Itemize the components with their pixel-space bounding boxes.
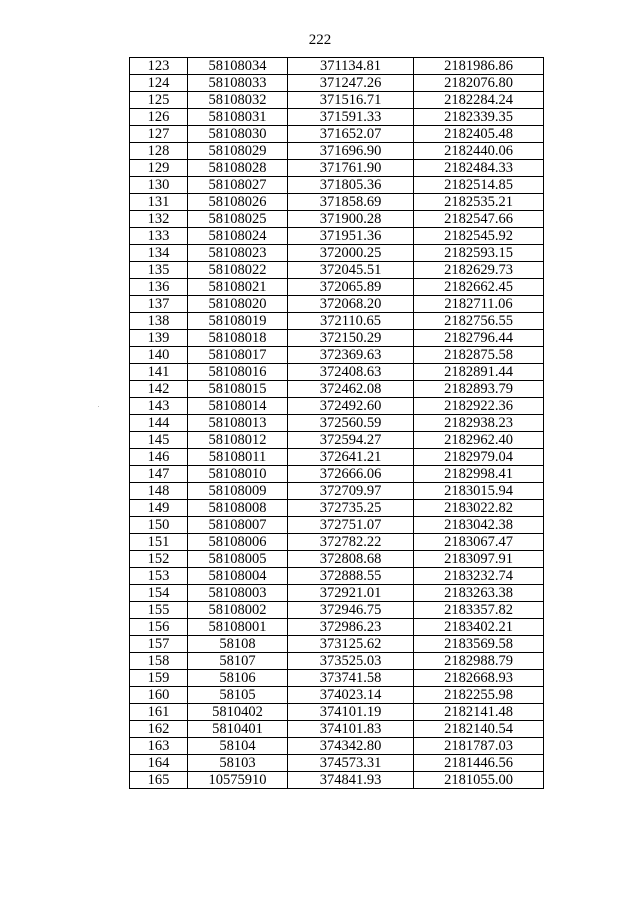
table-row bbox=[130, 330, 544, 347]
point-index-cell: 148 bbox=[130, 483, 188, 500]
y-coordinate-cell: 2182893.79 bbox=[414, 381, 544, 398]
table-row bbox=[130, 415, 544, 432]
point-id-cell: 58108032 bbox=[188, 92, 288, 109]
point-id-cell: 58108007 bbox=[188, 517, 288, 534]
table-row bbox=[130, 534, 544, 551]
point-id-cell: 58108019 bbox=[188, 313, 288, 330]
point-index-cell: 161 bbox=[130, 704, 188, 721]
coordinate-table-body bbox=[130, 58, 544, 789]
x-coordinate-cell: 373125.62 bbox=[288, 636, 414, 653]
x-coordinate-cell: 371134.81 bbox=[288, 58, 414, 75]
x-coordinate-cell: 373741.58 bbox=[288, 670, 414, 687]
point-id-cell: 58107 bbox=[188, 653, 288, 670]
x-coordinate-cell: 372888.55 bbox=[288, 568, 414, 585]
y-coordinate-cell: 2183357.82 bbox=[414, 602, 544, 619]
point-index-cell: 150 bbox=[130, 517, 188, 534]
point-id-cell: 58108026 bbox=[188, 194, 288, 211]
point-id-cell: 58108033 bbox=[188, 75, 288, 92]
point-index-cell: 131 bbox=[130, 194, 188, 211]
point-id-cell: 58108034 bbox=[188, 58, 288, 75]
point-index-cell: 141 bbox=[130, 364, 188, 381]
point-id-cell: 58105 bbox=[188, 687, 288, 704]
x-coordinate-cell: 372369.63 bbox=[288, 347, 414, 364]
y-coordinate-cell: 2182875.58 bbox=[414, 347, 544, 364]
y-coordinate-cell: 2182998.41 bbox=[414, 466, 544, 483]
point-index-cell: 133 bbox=[130, 228, 188, 245]
point-id-cell: 58108020 bbox=[188, 296, 288, 313]
point-index-cell: 155 bbox=[130, 602, 188, 619]
y-coordinate-cell: 2182756.55 bbox=[414, 313, 544, 330]
page-number: 222 bbox=[308, 32, 332, 48]
y-coordinate-cell: 2181986.86 bbox=[414, 58, 544, 75]
point-id-cell: 58108 bbox=[188, 636, 288, 653]
x-coordinate-cell: 371652.07 bbox=[288, 126, 414, 143]
point-index-cell: 146 bbox=[130, 449, 188, 466]
table-row bbox=[130, 194, 544, 211]
point-index-cell: 156 bbox=[130, 619, 188, 636]
scan-speck bbox=[98, 406, 99, 407]
table-row bbox=[130, 398, 544, 415]
x-coordinate-cell: 372735.25 bbox=[288, 500, 414, 517]
y-coordinate-cell: 2182962.40 bbox=[414, 432, 544, 449]
y-coordinate-cell: 2182535.21 bbox=[414, 194, 544, 211]
table-row bbox=[130, 109, 544, 126]
x-coordinate-cell: 372782.22 bbox=[288, 534, 414, 551]
y-coordinate-cell: 2182484.33 bbox=[414, 160, 544, 177]
x-coordinate-cell: 371516.71 bbox=[288, 92, 414, 109]
table-row bbox=[130, 568, 544, 585]
point-id-cell: 58108003 bbox=[188, 585, 288, 602]
y-coordinate-cell: 2182668.93 bbox=[414, 670, 544, 687]
y-coordinate-cell: 2182662.45 bbox=[414, 279, 544, 296]
point-index-cell: 127 bbox=[130, 126, 188, 143]
x-coordinate-cell: 372000.25 bbox=[288, 245, 414, 262]
x-coordinate-cell: 374841.93 bbox=[288, 772, 414, 789]
x-coordinate-cell: 372594.27 bbox=[288, 432, 414, 449]
y-coordinate-cell: 2183067.47 bbox=[414, 534, 544, 551]
point-index-cell: 152 bbox=[130, 551, 188, 568]
point-index-cell: 126 bbox=[130, 109, 188, 126]
x-coordinate-cell: 372709.97 bbox=[288, 483, 414, 500]
point-id-cell: 58108008 bbox=[188, 500, 288, 517]
point-id-cell: 58108024 bbox=[188, 228, 288, 245]
point-index-cell: 165 bbox=[130, 772, 188, 789]
point-id-cell: 5810401 bbox=[188, 721, 288, 738]
x-coordinate-cell: 374101.19 bbox=[288, 704, 414, 721]
point-index-cell: 145 bbox=[130, 432, 188, 449]
point-id-cell: 58106 bbox=[188, 670, 288, 687]
x-coordinate-cell: 372408.63 bbox=[288, 364, 414, 381]
y-coordinate-cell: 2182979.04 bbox=[414, 449, 544, 466]
table-row bbox=[130, 551, 544, 568]
point-index-cell: 129 bbox=[130, 160, 188, 177]
y-coordinate-cell: 2183232.74 bbox=[414, 568, 544, 585]
table-row bbox=[130, 381, 544, 398]
x-coordinate-cell: 372946.75 bbox=[288, 602, 414, 619]
point-id-cell: 58103 bbox=[188, 755, 288, 772]
x-coordinate-cell: 372666.06 bbox=[288, 466, 414, 483]
point-index-cell: 160 bbox=[130, 687, 188, 704]
point-index-cell: 125 bbox=[130, 92, 188, 109]
coordinate-table bbox=[129, 57, 544, 789]
table-row bbox=[130, 58, 544, 75]
y-coordinate-cell: 2182140.54 bbox=[414, 721, 544, 738]
point-id-cell: 58108029 bbox=[188, 143, 288, 160]
table-row bbox=[130, 585, 544, 602]
point-id-cell: 58108006 bbox=[188, 534, 288, 551]
table-row bbox=[130, 653, 544, 670]
point-id-cell: 58108013 bbox=[188, 415, 288, 432]
table-row bbox=[130, 500, 544, 517]
y-coordinate-cell: 2183042.38 bbox=[414, 517, 544, 534]
y-coordinate-cell: 2183022.82 bbox=[414, 500, 544, 517]
point-index-cell: 157 bbox=[130, 636, 188, 653]
x-coordinate-cell: 371805.36 bbox=[288, 177, 414, 194]
point-index-cell: 123 bbox=[130, 58, 188, 75]
point-index-cell: 151 bbox=[130, 534, 188, 551]
point-id-cell: 58108022 bbox=[188, 262, 288, 279]
point-index-cell: 158 bbox=[130, 653, 188, 670]
point-id-cell: 58108002 bbox=[188, 602, 288, 619]
point-id-cell: 10575910 bbox=[188, 772, 288, 789]
point-index-cell: 154 bbox=[130, 585, 188, 602]
point-index-cell: 137 bbox=[130, 296, 188, 313]
point-index-cell: 159 bbox=[130, 670, 188, 687]
x-coordinate-cell: 371591.33 bbox=[288, 109, 414, 126]
point-id-cell: 58108016 bbox=[188, 364, 288, 381]
table-row bbox=[130, 670, 544, 687]
table-row bbox=[130, 721, 544, 738]
y-coordinate-cell: 2182891.44 bbox=[414, 364, 544, 381]
table-row bbox=[130, 160, 544, 177]
table-row bbox=[130, 483, 544, 500]
table-row bbox=[130, 619, 544, 636]
point-id-cell: 58108014 bbox=[188, 398, 288, 415]
x-coordinate-cell: 371858.69 bbox=[288, 194, 414, 211]
table-row bbox=[130, 313, 544, 330]
x-coordinate-cell: 374573.31 bbox=[288, 755, 414, 772]
y-coordinate-cell: 2182988.79 bbox=[414, 653, 544, 670]
table-row bbox=[130, 687, 544, 704]
x-coordinate-cell: 372150.29 bbox=[288, 330, 414, 347]
table-row bbox=[130, 755, 544, 772]
y-coordinate-cell: 2182547.66 bbox=[414, 211, 544, 228]
y-coordinate-cell: 2183569.58 bbox=[414, 636, 544, 653]
x-coordinate-cell: 372986.23 bbox=[288, 619, 414, 636]
point-index-cell: 134 bbox=[130, 245, 188, 262]
point-index-cell: 164 bbox=[130, 755, 188, 772]
table-row bbox=[130, 772, 544, 789]
table-row bbox=[130, 211, 544, 228]
x-coordinate-cell: 372808.68 bbox=[288, 551, 414, 568]
x-coordinate-cell: 372492.60 bbox=[288, 398, 414, 415]
point-id-cell: 58108005 bbox=[188, 551, 288, 568]
y-coordinate-cell: 2182141.48 bbox=[414, 704, 544, 721]
x-coordinate-cell: 373525.03 bbox=[288, 653, 414, 670]
y-coordinate-cell: 2182593.15 bbox=[414, 245, 544, 262]
x-coordinate-cell: 372068.20 bbox=[288, 296, 414, 313]
x-coordinate-cell: 371247.26 bbox=[288, 75, 414, 92]
point-id-cell: 58104 bbox=[188, 738, 288, 755]
x-coordinate-cell: 372065.89 bbox=[288, 279, 414, 296]
point-index-cell: 149 bbox=[130, 500, 188, 517]
table-row bbox=[130, 126, 544, 143]
table-row bbox=[130, 177, 544, 194]
point-index-cell: 147 bbox=[130, 466, 188, 483]
y-coordinate-cell: 2181787.03 bbox=[414, 738, 544, 755]
point-id-cell: 58108015 bbox=[188, 381, 288, 398]
x-coordinate-cell: 372045.51 bbox=[288, 262, 414, 279]
x-coordinate-cell: 374342.80 bbox=[288, 738, 414, 755]
x-coordinate-cell: 372560.59 bbox=[288, 415, 414, 432]
y-coordinate-cell: 2182938.23 bbox=[414, 415, 544, 432]
table-row bbox=[130, 636, 544, 653]
x-coordinate-cell: 372110.65 bbox=[288, 313, 414, 330]
point-id-cell: 58108027 bbox=[188, 177, 288, 194]
table-row bbox=[130, 262, 544, 279]
y-coordinate-cell: 2182711.06 bbox=[414, 296, 544, 313]
table-row bbox=[130, 245, 544, 262]
y-coordinate-cell: 2182076.80 bbox=[414, 75, 544, 92]
table-row bbox=[130, 296, 544, 313]
x-coordinate-cell: 372641.21 bbox=[288, 449, 414, 466]
x-coordinate-cell: 371951.36 bbox=[288, 228, 414, 245]
point-id-cell: 58108023 bbox=[188, 245, 288, 262]
point-index-cell: 138 bbox=[130, 313, 188, 330]
x-coordinate-cell: 372462.08 bbox=[288, 381, 414, 398]
x-coordinate-cell: 372751.07 bbox=[288, 517, 414, 534]
point-id-cell: 58108017 bbox=[188, 347, 288, 364]
point-id-cell: 58108031 bbox=[188, 109, 288, 126]
table-row bbox=[130, 449, 544, 466]
point-id-cell: 58108021 bbox=[188, 279, 288, 296]
point-index-cell: 139 bbox=[130, 330, 188, 347]
y-coordinate-cell: 2182405.48 bbox=[414, 126, 544, 143]
point-index-cell: 135 bbox=[130, 262, 188, 279]
y-coordinate-cell: 2182514.85 bbox=[414, 177, 544, 194]
x-coordinate-cell: 371696.90 bbox=[288, 143, 414, 160]
point-id-cell: 58108018 bbox=[188, 330, 288, 347]
point-index-cell: 140 bbox=[130, 347, 188, 364]
table-row bbox=[130, 279, 544, 296]
table-row bbox=[130, 75, 544, 92]
x-coordinate-cell: 374023.14 bbox=[288, 687, 414, 704]
y-coordinate-cell: 2183263.38 bbox=[414, 585, 544, 602]
x-coordinate-cell: 371761.90 bbox=[288, 160, 414, 177]
point-index-cell: 144 bbox=[130, 415, 188, 432]
table-row bbox=[130, 432, 544, 449]
y-coordinate-cell: 2182629.73 bbox=[414, 262, 544, 279]
y-coordinate-cell: 2182284.24 bbox=[414, 92, 544, 109]
table-row bbox=[130, 738, 544, 755]
table-row bbox=[130, 92, 544, 109]
table-row bbox=[130, 347, 544, 364]
point-id-cell: 58108009 bbox=[188, 483, 288, 500]
y-coordinate-cell: 2182440.06 bbox=[414, 143, 544, 160]
point-id-cell: 58108004 bbox=[188, 568, 288, 585]
point-index-cell: 124 bbox=[130, 75, 188, 92]
y-coordinate-cell: 2181446.56 bbox=[414, 755, 544, 772]
table-row bbox=[130, 466, 544, 483]
y-coordinate-cell: 2183402.21 bbox=[414, 619, 544, 636]
point-index-cell: 130 bbox=[130, 177, 188, 194]
point-index-cell: 162 bbox=[130, 721, 188, 738]
point-id-cell: 58108025 bbox=[188, 211, 288, 228]
point-index-cell: 163 bbox=[130, 738, 188, 755]
y-coordinate-cell: 2182796.44 bbox=[414, 330, 544, 347]
x-coordinate-cell: 372921.01 bbox=[288, 585, 414, 602]
y-coordinate-cell: 2181055.00 bbox=[414, 772, 544, 789]
point-index-cell: 136 bbox=[130, 279, 188, 296]
point-id-cell: 58108028 bbox=[188, 160, 288, 177]
point-id-cell: 58108011 bbox=[188, 449, 288, 466]
point-index-cell: 142 bbox=[130, 381, 188, 398]
table-row bbox=[130, 704, 544, 721]
y-coordinate-cell: 2183097.91 bbox=[414, 551, 544, 568]
point-index-cell: 128 bbox=[130, 143, 188, 160]
point-id-cell: 5810402 bbox=[188, 704, 288, 721]
x-coordinate-cell: 371900.28 bbox=[288, 211, 414, 228]
x-coordinate-cell: 374101.83 bbox=[288, 721, 414, 738]
point-id-cell: 58108012 bbox=[188, 432, 288, 449]
y-coordinate-cell: 2182545.92 bbox=[414, 228, 544, 245]
point-index-cell: 143 bbox=[130, 398, 188, 415]
y-coordinate-cell: 2182339.35 bbox=[414, 109, 544, 126]
table-row bbox=[130, 602, 544, 619]
table-row bbox=[130, 143, 544, 160]
y-coordinate-cell: 2182255.98 bbox=[414, 687, 544, 704]
table-row bbox=[130, 228, 544, 245]
point-id-cell: 58108001 bbox=[188, 619, 288, 636]
y-coordinate-cell: 2183015.94 bbox=[414, 483, 544, 500]
point-index-cell: 153 bbox=[130, 568, 188, 585]
point-index-cell: 132 bbox=[130, 211, 188, 228]
point-id-cell: 58108010 bbox=[188, 466, 288, 483]
table-row bbox=[130, 364, 544, 381]
y-coordinate-cell: 2182922.36 bbox=[414, 398, 544, 415]
table-row bbox=[130, 517, 544, 534]
point-id-cell: 58108030 bbox=[188, 126, 288, 143]
